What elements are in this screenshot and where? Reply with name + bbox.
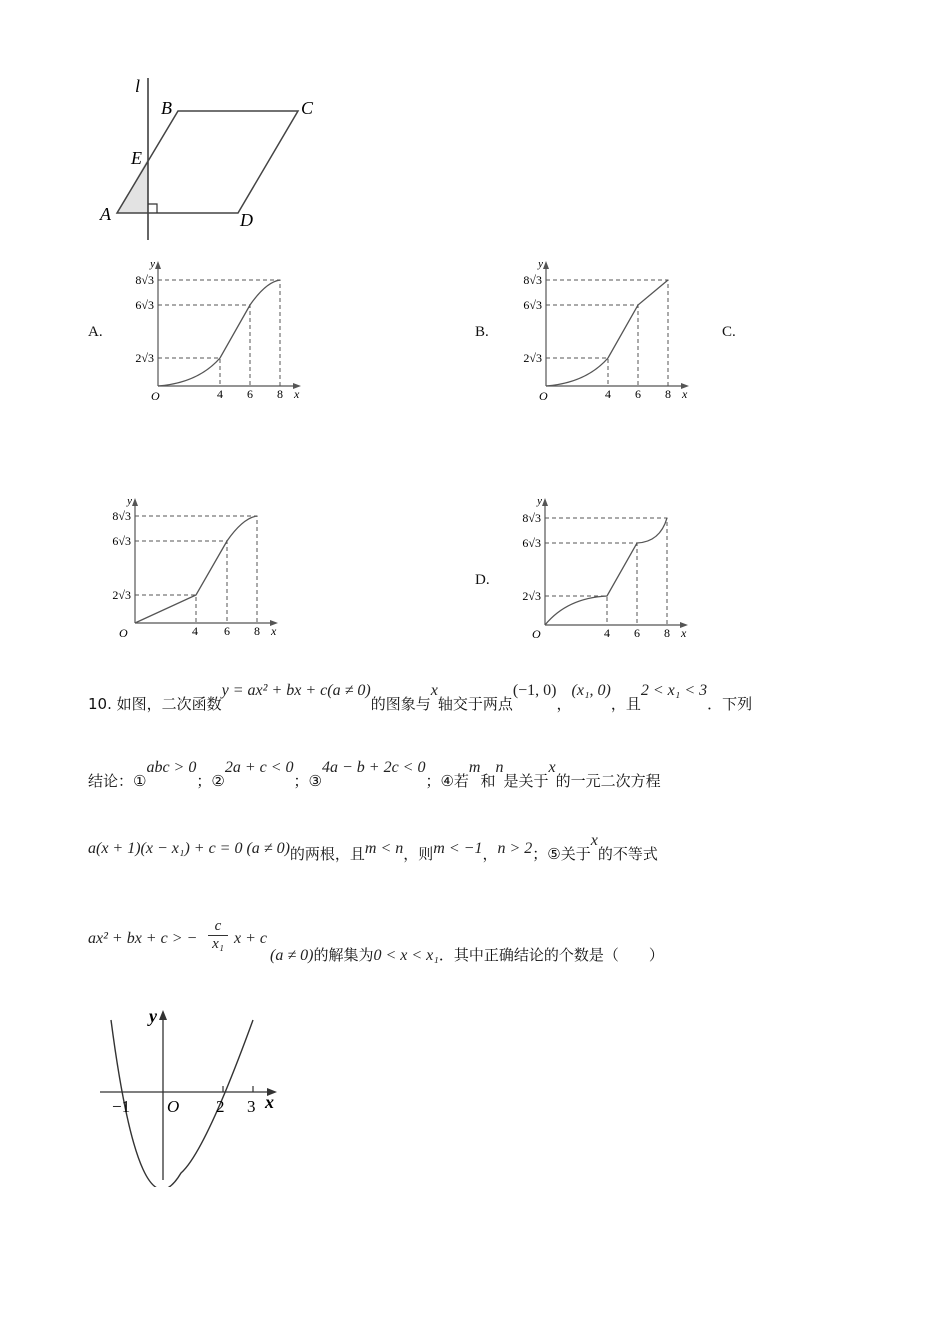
svg-text:6√3: 6√3 (522, 536, 541, 550)
svg-text:6√3: 6√3 (523, 298, 542, 312)
svg-text:y: y (150, 258, 155, 270)
graph-option-A (118, 255, 308, 405)
svg-text:6: 6 (247, 387, 253, 401)
svg-text:x: x (271, 624, 277, 638)
svg-text:x: x (681, 626, 687, 640)
svg-text:8: 8 (277, 387, 283, 401)
svg-text:2√3: 2√3 (523, 351, 542, 365)
label-D: D (240, 210, 253, 230)
svg-text:x: x (265, 1092, 274, 1112)
svg-text:x: x (682, 387, 688, 401)
svg-text:O: O (532, 627, 541, 641)
right-angle-mark (148, 204, 157, 213)
graph-option-B (506, 255, 696, 405)
svg-text:y: y (537, 495, 542, 507)
svg-text:4: 4 (192, 624, 198, 638)
option-B-label[interactable]: B. (475, 324, 489, 340)
label-l: l (135, 76, 141, 96)
svg-text:4: 4 (605, 387, 611, 401)
label-B: B (161, 98, 172, 118)
q10-line-2: 结论：①abc > 0；②2a + c < 0；③4a − b + 2c < 0；④若m和n是关于x的一元二次方程 (88, 759, 661, 790)
svg-text:x: x (294, 387, 300, 401)
svg-text:8√3: 8√3 (135, 273, 154, 287)
svg-text:4: 4 (604, 626, 610, 640)
option-A-label[interactable]: A. (88, 324, 103, 340)
curve (545, 518, 667, 625)
q10-line-3: a(x + 1)(x − x₁) + c = 0 (a ≠ 0)的两根，且m < n，则m < −1，n > 2；⑤关于x的不等式 (88, 832, 658, 863)
svg-text:8√3: 8√3 (523, 273, 542, 287)
curve (158, 280, 280, 386)
svg-text:6√3: 6√3 (135, 298, 154, 312)
svg-text:6: 6 (635, 387, 641, 401)
svg-text:8√3: 8√3 (112, 509, 131, 523)
svg-text:O: O (539, 389, 548, 403)
parabola-curve (111, 1020, 253, 1187)
curve (546, 280, 668, 386)
svg-text:6√3: 6√3 (112, 534, 131, 548)
parallelogram-figure (95, 70, 320, 245)
label-C: C (301, 98, 314, 118)
svg-text:8: 8 (665, 387, 671, 401)
question-number: 10. (88, 695, 112, 713)
svg-text:O: O (119, 626, 128, 640)
svg-text:8: 8 (254, 624, 260, 638)
svg-text:y: y (127, 495, 132, 507)
svg-text:3: 3 (247, 1097, 256, 1116)
svg-text:2√3: 2√3 (522, 589, 541, 603)
svg-text:y: y (538, 258, 543, 270)
graph-option-C (95, 492, 285, 642)
option-D-label[interactable]: D. (475, 572, 490, 588)
svg-text:O: O (167, 1097, 180, 1116)
q10-line-1: 10. 如图，二次函数y = ax² + bx + c(a ≠ 0)的图象与x轴交于两点(−1, 0)，(x₁, 0)，且2 < x₁ < 3．下列 (88, 682, 753, 713)
svg-text:6: 6 (224, 624, 230, 638)
svg-text:2√3: 2√3 (135, 351, 154, 365)
label-E: E (131, 148, 142, 168)
graph-option-D (505, 492, 695, 642)
expr-quadratic: y = ax² + bx + c(a ≠ 0) (221, 682, 371, 699)
svg-text:y: y (149, 1006, 157, 1026)
parallelogram-svg (95, 70, 320, 245)
svg-text:6: 6 (634, 626, 640, 640)
parabola-figure (95, 1002, 295, 1187)
svg-text:2√3: 2√3 (112, 588, 131, 602)
svg-text:8: 8 (664, 626, 670, 640)
fraction: c x₁ (208, 918, 228, 953)
option-C-label[interactable]: C. (722, 324, 736, 340)
svg-text:8√3: 8√3 (522, 511, 541, 525)
svg-text:4: 4 (217, 387, 223, 401)
svg-text:O: O (151, 389, 160, 403)
svg-text:−1: −1 (112, 1097, 131, 1116)
label-A: A (100, 204, 111, 224)
svg-text:2: 2 (216, 1097, 225, 1116)
